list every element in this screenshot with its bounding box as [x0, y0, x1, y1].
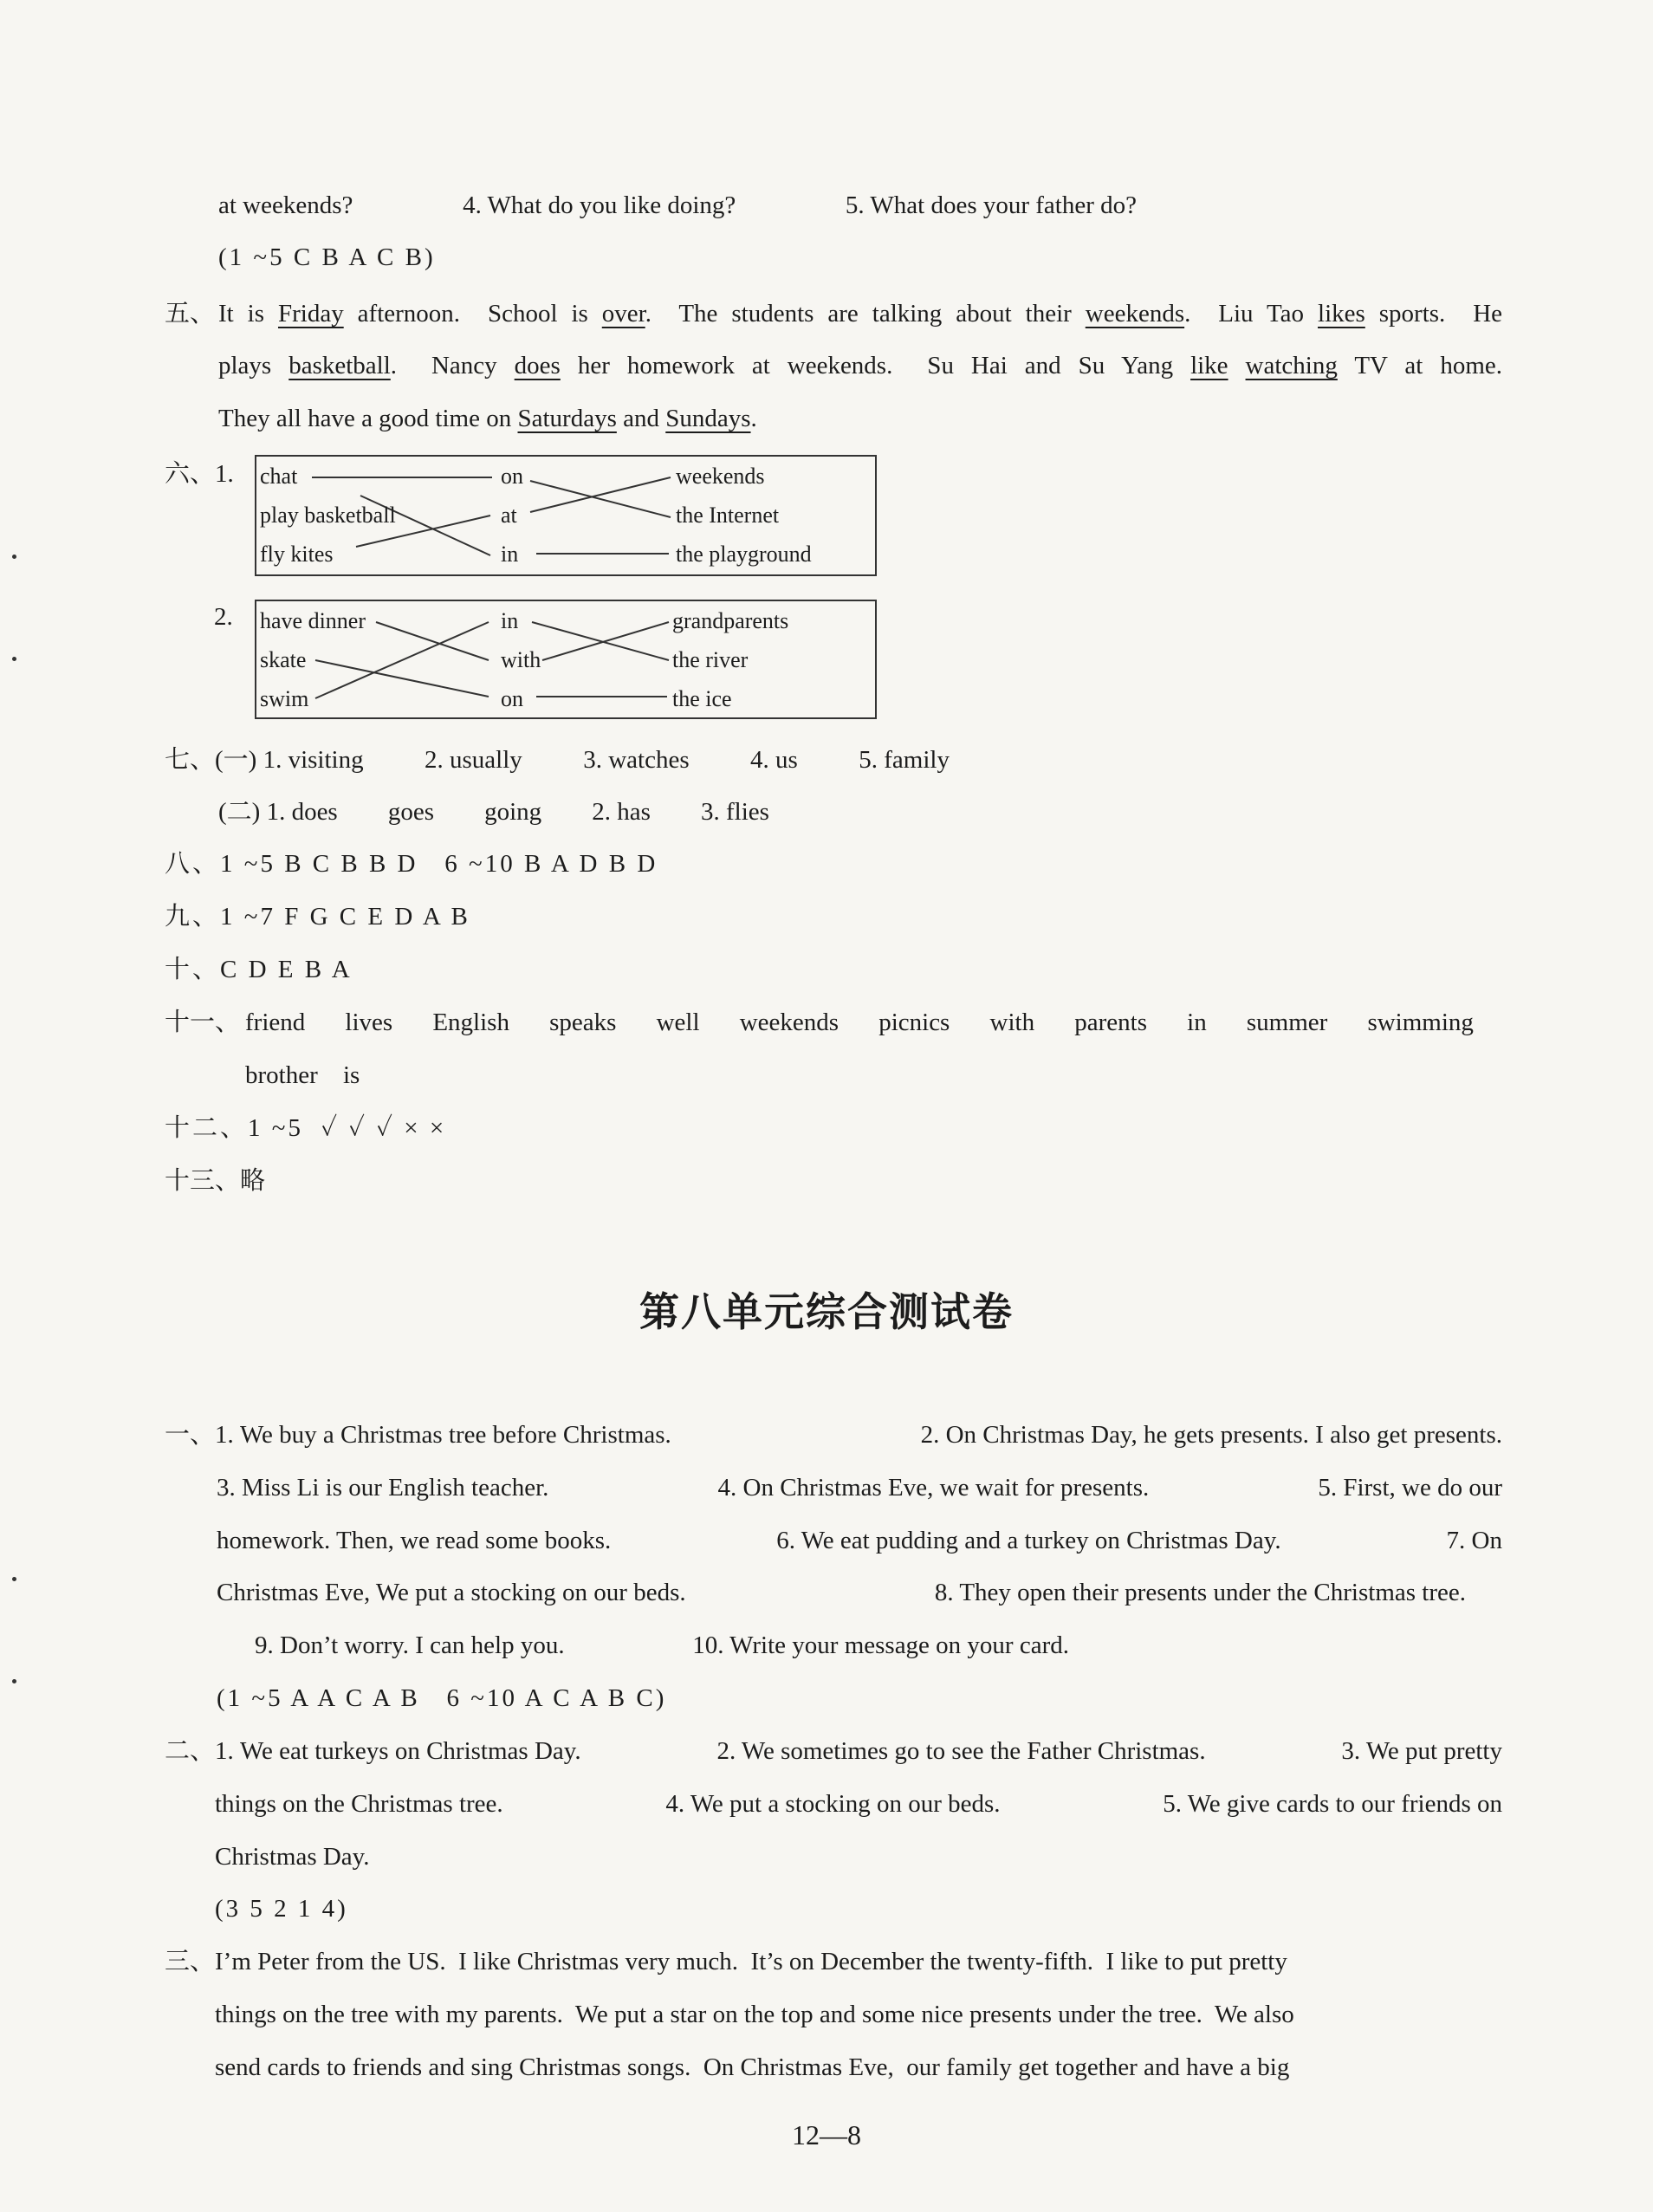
sentence-text: .	[750, 405, 757, 432]
q4-text-2: 4. What do you like doing?	[463, 191, 736, 219]
q5-line-1	[218, 296, 1502, 331]
box1-mid-2: at	[501, 503, 517, 528]
box1-left-3: fly kites	[260, 542, 334, 567]
sentence-text: plays	[218, 352, 289, 379]
q11-word: English	[432, 1009, 509, 1036]
box2-mid-2: with	[501, 647, 541, 672]
q7-4: 4. us	[750, 746, 798, 774]
u8-s1-answers: (1 ~5 A A C A B 6 ~10 A C A B C)	[217, 1684, 667, 1712]
box1-mid-1: on	[501, 464, 523, 489]
u8-s1-l5-b: 10. Write your message on your card.	[692, 1631, 1069, 1659]
sentence-text: It is	[218, 300, 278, 328]
u8-s2-l2-a: things on the Christmas tree.	[215, 1790, 503, 1818]
box2-right-1: grandparents	[672, 608, 789, 633]
u8-s1-l3-a: homework. Then, we read some books.	[217, 1527, 612, 1554]
q7-5: 5. family	[859, 746, 950, 774]
q7b-4: 2. has	[592, 798, 651, 826]
q5-sentence	[218, 300, 1502, 328]
match-box-1	[255, 455, 877, 576]
box1-right-2: the Internet	[676, 503, 780, 528]
answer-word: Friday	[277, 300, 344, 328]
box1-left-2: play basketball	[260, 503, 396, 528]
answer-word: watching	[1245, 352, 1338, 379]
box2-left-3: swim	[260, 686, 309, 711]
q11-word: parents	[1074, 1009, 1147, 1036]
q7-3: 3. watches	[583, 746, 690, 774]
q12-answers: 十二、1 ~5 ✓ ✓ ✓ × ×	[165, 1114, 447, 1142]
u8-s1-l1-b: 2. On Christmas Day, he gets presents. I also get presents.	[920, 1421, 1502, 1449]
u8-s1-l2-b: 4. On Christmas Eve, we wait for presents.	[717, 1474, 1150, 1502]
q11-words-line-1	[245, 1005, 1474, 1040]
u8-s1-l1-a: 一、1. We buy a Christmas tree before Christmas.	[165, 1421, 671, 1449]
u8-s1-l4-b: 8. They open their presents under the Christmas tree.	[934, 1579, 1466, 1606]
answer-word: likes	[1318, 300, 1365, 328]
q4-text-1: at weekends?	[218, 191, 353, 219]
sentence-text: . Liu Tao	[1184, 300, 1319, 328]
scan-speck	[12, 657, 16, 661]
u8-s1-l3-c: 7. On	[1446, 1527, 1502, 1554]
q11-word: well	[656, 1009, 700, 1036]
u8-s2-l1-b: 2. We sometimes go to see the Father Christmas.	[716, 1737, 1206, 1765]
q4-continuation	[218, 188, 1137, 223]
q8-answers: 八、1 ~5 B C B B D 6 ~10 B A D B D	[165, 850, 658, 878]
q4-text-3: 5. What does your father do?	[845, 191, 1137, 219]
q5-sentence	[218, 352, 1502, 379]
scan-speck	[12, 1577, 16, 1581]
q5-label: 五、	[165, 300, 216, 328]
sentence-text: . The students are talking about their	[645, 300, 1086, 328]
q11-word: weekends	[739, 1009, 839, 1036]
box1-mid-3: in	[501, 542, 519, 567]
answer-word: Sundays	[665, 405, 751, 432]
u8-s2-l1-c: 3. We put pretty	[1341, 1737, 1502, 1765]
answer-word: weekends	[1085, 300, 1185, 328]
q11-word: swimming	[1367, 1009, 1474, 1036]
q7-1: 七、(一) 1. visiting	[165, 746, 364, 774]
q7b-5: 3. flies	[701, 798, 769, 826]
u8-s1-line-1	[165, 1417, 1502, 1452]
u8-s3-line-3: send cards to friends and sing Christmas songs. On Christmas Eve, our family get together and have a big	[215, 2053, 1290, 2081]
q5-sentence	[218, 405, 757, 432]
q11-word: speaks	[549, 1009, 617, 1036]
q11-word: is	[343, 1061, 360, 1089]
u8-s1-l2-c: 5. First, we do our	[1318, 1474, 1502, 1502]
q5-line-2	[218, 348, 1502, 383]
q7b-2: goes	[387, 798, 434, 826]
scan-speck	[12, 555, 16, 559]
box1-left-1: chat	[260, 464, 298, 489]
u8-s1-line-4	[217, 1575, 1466, 1610]
u8-s1-line-3	[217, 1523, 1502, 1558]
box1-right-1: weekends	[676, 464, 765, 489]
sentence-text: afternoon. School is	[343, 300, 602, 328]
q11-word: brother	[245, 1061, 318, 1089]
q7-line-1	[165, 743, 950, 777]
u8-s2-answers: (3 5 2 1 4)	[215, 1895, 348, 1923]
box2-left-1: have dinner	[260, 608, 366, 633]
u8-s2-line-2	[215, 1787, 1502, 1821]
u8-s2-line-1	[165, 1734, 1502, 1768]
sentence-text: and	[616, 405, 666, 432]
match-box-2	[255, 600, 877, 719]
answer-word: does	[514, 352, 561, 379]
q11-words-line-2	[245, 1058, 360, 1093]
u8-s3-line-2: things on the tree with my parents. We put a star on the top and some nice presents under the tree. We also	[215, 2001, 1294, 2028]
answer-word: like	[1190, 352, 1228, 379]
answer-word: Saturdays	[517, 405, 617, 432]
q4-answers: (1 ~5 C B A C B)	[218, 243, 436, 271]
q11-label: 十一、	[165, 1009, 241, 1036]
box2-right-3: the ice	[672, 686, 732, 711]
q11-word: friend	[245, 1009, 306, 1036]
q7-2: 2. usually	[425, 746, 522, 774]
u8-s1-l3-b: 6. We eat pudding and a turkey on Christmas Day.	[776, 1527, 1281, 1554]
box2-mid-1: in	[501, 608, 519, 633]
box2-mid-3: on	[501, 686, 523, 711]
sentence-text: They all have a good time on	[218, 405, 518, 432]
u8-s1-line-2	[217, 1470, 1502, 1505]
u8-s3-line-1: 三、I’m Peter from the US. I like Christmas very much. It’s on December the twenty-fifth. I like to put pretty	[165, 1948, 1287, 1975]
sentence-text: her homework at weekends. Su Hai and Su Yang	[560, 352, 1191, 379]
q11-word: in	[1187, 1009, 1207, 1036]
u8-s1-line-5	[255, 1628, 1069, 1663]
q6-label-2: 2.	[214, 603, 233, 631]
q10-answers: 十、C D E B A	[165, 956, 353, 983]
q7b-3: going	[484, 798, 542, 826]
u8-s1-l2-a: 3. Miss Li is our English teacher.	[217, 1474, 549, 1502]
u8-s2-line-3: Christmas Day.	[215, 1843, 370, 1871]
q11-word: with	[989, 1009, 1035, 1036]
u8-s2-l2-c: 5. We give cards to our friends on	[1163, 1790, 1502, 1818]
q7b-1: (二) 1. does	[218, 798, 338, 826]
q11-word: summer	[1246, 1009, 1328, 1036]
scan-speck	[12, 1679, 16, 1683]
sentence-text	[1228, 352, 1246, 379]
box2-left-2: skate	[260, 647, 307, 672]
u8-s2-l2-b: 4. We put a stocking on our beds.	[665, 1790, 1001, 1818]
q6-label: 六、1.	[165, 460, 234, 488]
q13-answers: 十三、略	[165, 1167, 266, 1195]
sentence-text: . Nancy	[390, 352, 515, 379]
sentence-text: TV at home.	[1337, 352, 1503, 379]
answer-word: over	[601, 300, 645, 328]
q9-answers: 九、1 ~7 F G C E D A B	[165, 903, 470, 931]
q11-word: picnics	[878, 1009, 950, 1036]
box1-right-3: the playground	[676, 542, 812, 567]
u8-s2-l1-a: 二、1. We eat turkeys on Christmas Day.	[165, 1737, 581, 1765]
q11-word: lives	[345, 1009, 393, 1036]
page-number: 12—8	[792, 2119, 861, 2150]
u8-s1-l5-a: 9. Don’t worry. I can help you.	[255, 1631, 565, 1659]
sentence-text: sports. He	[1365, 300, 1503, 328]
u8-s1-l4-a: Christmas Eve, We put a stocking on our beds.	[217, 1579, 686, 1606]
q5-line-3	[218, 401, 757, 436]
unit-title: 第八单元综合测试卷	[639, 1288, 1014, 1335]
box2-right-2: the river	[672, 647, 749, 672]
answer-word: basketball	[288, 352, 391, 379]
q7-line-2	[218, 795, 769, 829]
